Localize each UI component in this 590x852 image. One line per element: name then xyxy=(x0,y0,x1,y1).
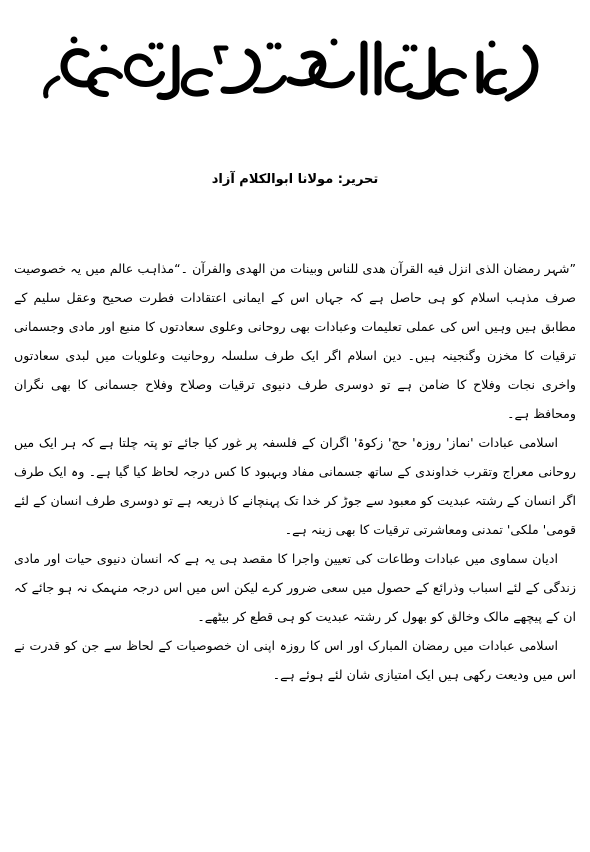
paragraph-4: اسلامی عبادات میں رمضان المبارک اور اس کا روزہ اپنی ان خصوصیات کے لحاظ سے جن کو قدرت نے اس میں ودیعت رکھی ہیں ایک امتیازی شان لئے ہوئے ہے۔ xyxy=(14,638,576,682)
title-calligraphy-image xyxy=(34,34,554,106)
author-byline: تحریر: مولانا ابوالکلام آزاد xyxy=(211,172,379,187)
paragraph-1: ”شہر رمضان الذی انزل فیه القرآن هدی للناس وبینات من الهدی والفرآن ۔“مذاہب عالم میں یہ خصوصیت صرف مذہب اسلام کو ہی حاصل ہے کہ جہاں اس کے ایمانی اعتقادات فطرت صحیح وعقل سلیم کے مطابق ہیں وہیں اس کی عملی تعلیمات وعبادات بھی روحانی وعلوی سعادتوں کا منبع اور مادی وجسمانی ترقیات کا مخزن وگنجینہ ہیں۔ دین اسلام اگر ایک طرف سلسلہ روحانیت وعلویات میں لبدی سعادتوں واخری نجات وفلاح کا ضامن ہے تو دوسری طرف دنیوی ترقیات وصلاح وفلاح جسمانی کا بھی نگران ومحافظ ہے۔ xyxy=(14,261,576,421)
paragraph-2: اسلامی عبادات 'نماز' روزہ' حج' زکوۃ' اگران کے فلسفہ پر غور کیا جائے تو پتہ چلتا ہے کہ ہر ایک میں روحانی معراج وتقرب خداوندی کے ساتھ جسمانی مفاد وبہبود کا کس درجہ لحاظ کیا گیا ہے۔ وہ ایک طرف اگر انسان کے رشتہ عبدیت کو معبود سے جوڑ کر خدا تک پہنچانے کا ذریعہ ہے تو دوسری طرف انسان کے لئے قومی' ملکی' تمدنی ومعاشرتی ترقیات کا بھی زینہ ہے۔ xyxy=(14,435,576,537)
article-body xyxy=(14,254,576,689)
paragraph-3: ادیان سماوی میں عبادات وطاعات کی تعیین واجرا کا مقصد ہی یہ ہے کہ انسان دنیوی حیات اور مادی زندگی کے لئے اسباب وذرائع کے حصول میں سعی ضرور کرے لیکن اس میں اس درجہ منہمک نہ ہو جائے کہ ان کے پیچھے مالک وخالق کو بھول کر رشتہ عبدیت کو ہی قطع کر بیٹھے۔ xyxy=(14,551,576,624)
title-banner xyxy=(34,34,554,106)
